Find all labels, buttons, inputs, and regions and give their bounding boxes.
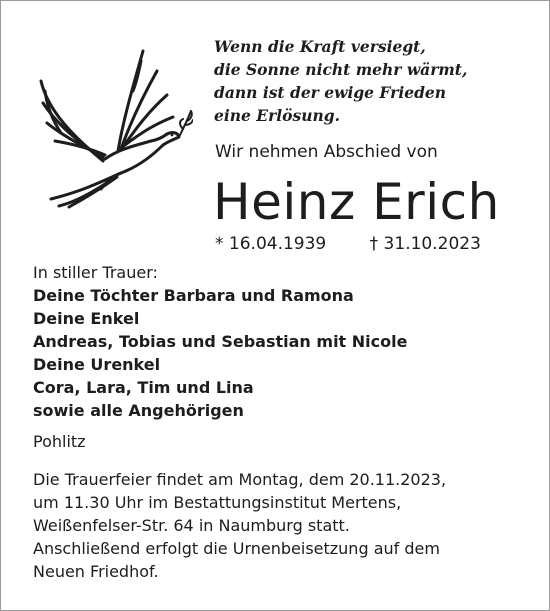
birth-date: * 16.04.1939 — [215, 234, 327, 254]
deceased-name: Heinz Erich — [213, 173, 500, 231]
poem-line: eine Erlösung. — [214, 106, 340, 125]
poem-line: Wenn die Kraft versiegt, — [214, 37, 426, 56]
service-line: Anschließend erfolgt die Urnenbeisetzung auf dem — [33, 539, 440, 558]
service-line: um 11.30 Uhr im Bestattungsinstitut Mertens, — [33, 493, 402, 512]
funeral-service-info — [33, 468, 533, 583]
place-name: Pohlitz — [33, 432, 86, 451]
poem-line: dann ist der ewige Frieden — [214, 83, 447, 102]
mourner-line: Deine Töchter Barbara und Ramona — [33, 286, 354, 305]
mourner-line: sowie alle Angehörigen — [33, 401, 244, 420]
mourner-line: Cora, Lara, Tim und Lina — [33, 378, 254, 397]
mourner-line: Andreas, Tobias und Sebastian mit Nicole — [33, 332, 408, 351]
mourners-lead: In stiller Trauer: — [33, 263, 158, 282]
mourner-line: Deine Urenkel — [33, 355, 161, 374]
dove-with-olive-branch-icon — [33, 41, 193, 211]
service-line: Neuen Friedhof. — [33, 562, 159, 581]
death-date: † 31.10.2023 — [369, 234, 481, 254]
service-line: Weißenfelser-Str. 64 in Naumburg statt. — [33, 516, 350, 535]
mourners-list — [33, 261, 533, 422]
life-dates — [215, 233, 481, 255]
mourner-line: Deine Enkel — [33, 309, 140, 328]
service-line: Die Trauerfeier findet am Montag, dem 20.11.2023, — [33, 470, 447, 489]
farewell-intro: Wir nehmen Abschied von — [215, 142, 438, 162]
poem — [214, 35, 534, 127]
poem-line: die Sonne nicht mehr wärmt, — [214, 60, 468, 79]
